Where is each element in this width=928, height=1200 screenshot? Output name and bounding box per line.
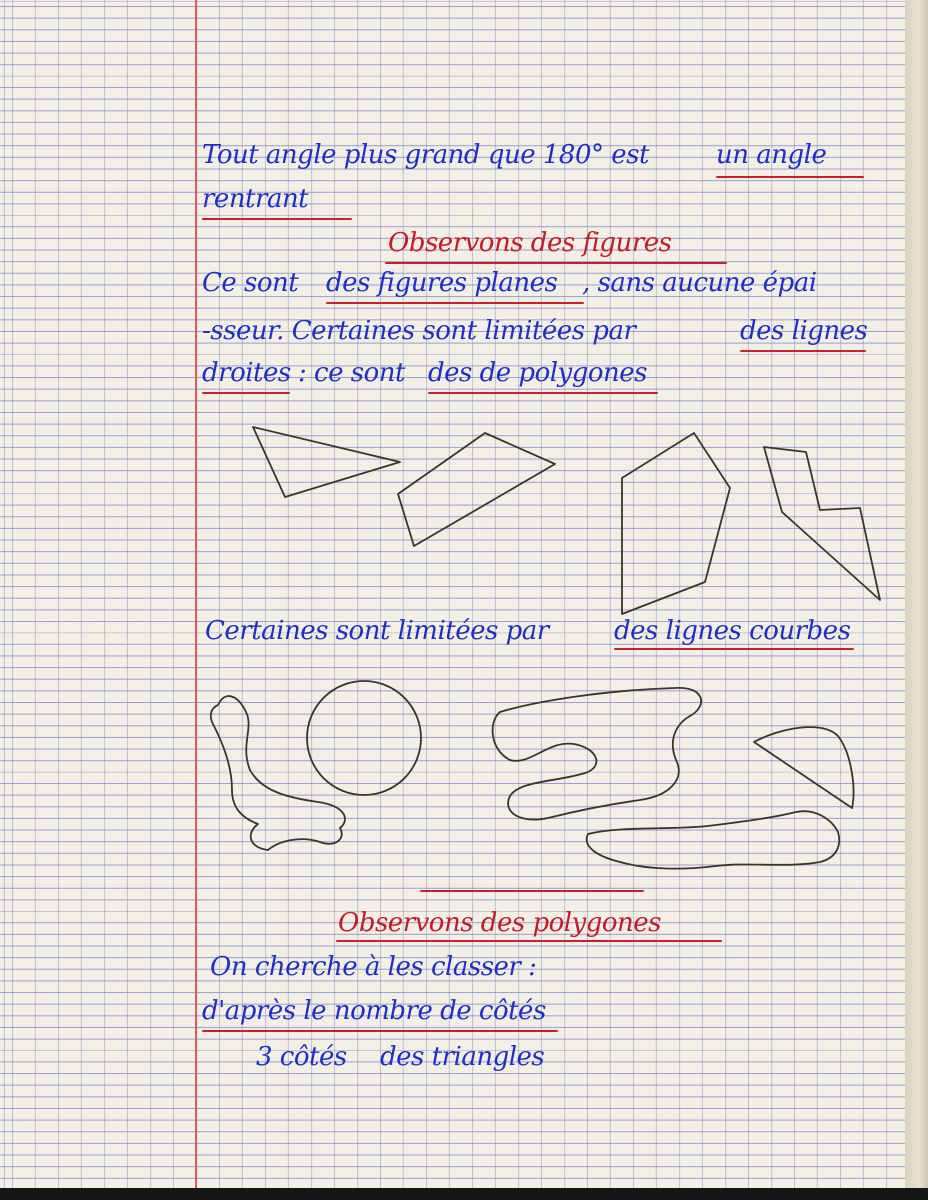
scan-bottom-edge bbox=[0, 1188, 928, 1200]
text-un-angle: un angle bbox=[716, 140, 827, 170]
text-nombre-cotes: d'après le nombre de côtés bbox=[202, 996, 546, 1026]
curved-elongated-figure bbox=[587, 811, 840, 868]
adjacent-page-edge bbox=[905, 0, 928, 1188]
text-ce-sont-2: : ce sont bbox=[298, 358, 405, 388]
text-line-1: Tout angle plus grand que 180° est bbox=[202, 140, 649, 170]
text-line-4: -sseur. Certaines sont limitées par bbox=[202, 316, 636, 346]
text-polygones: des de polygones bbox=[428, 358, 648, 388]
triangle-figure bbox=[253, 427, 400, 497]
curved-semicircle-figure bbox=[754, 727, 853, 808]
text-rentrant: rentrant bbox=[202, 184, 309, 214]
hexagon-figure bbox=[622, 433, 730, 614]
text-on-cherche: On cherche à les classer : bbox=[210, 952, 537, 982]
heading-observons-polygones: Observons des polygones bbox=[338, 908, 662, 938]
circle-figure bbox=[307, 681, 421, 795]
text-3-cotes: 3 côtés bbox=[256, 1042, 347, 1072]
text-epaisseur: , sans aucune épai bbox=[582, 268, 817, 298]
concave-polygon-figure bbox=[764, 447, 880, 600]
text-figures-planes: des figures planes bbox=[326, 268, 558, 298]
text-certaines-courbes: Certaines sont limitées par bbox=[205, 616, 549, 646]
text-des-lignes: des lignes bbox=[740, 316, 868, 346]
quadrilateral-figure bbox=[398, 433, 555, 546]
text-des-triangles: des triangles bbox=[380, 1042, 545, 1072]
text-lignes-courbes: des lignes courbes bbox=[614, 616, 851, 646]
heading-observons-figures: Observons des figures bbox=[388, 228, 672, 258]
curved-blob-figure bbox=[493, 688, 702, 820]
curved-squirrel-figure bbox=[211, 696, 345, 850]
text-droites: droites bbox=[202, 358, 291, 388]
text-ce-sont: Ce sont bbox=[202, 268, 299, 298]
